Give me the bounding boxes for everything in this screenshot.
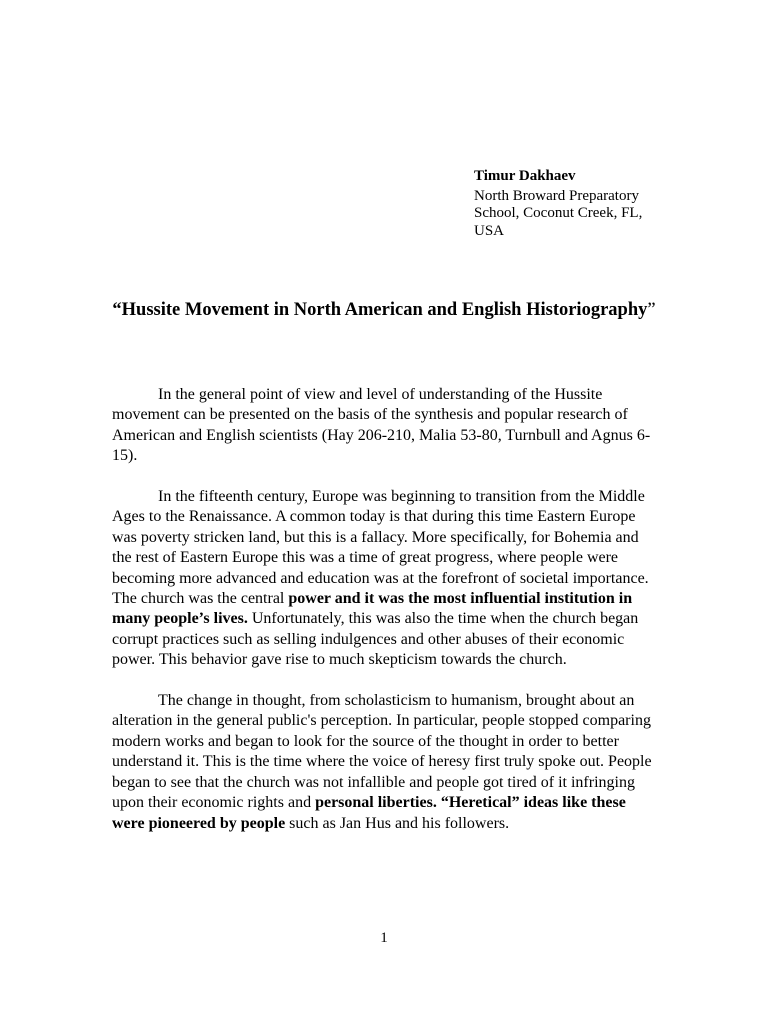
paragraph-2-text-end: Unfortunately, this was also the time when the church began corrupt practices such as selling indulgences and other abuses of their economic power. This behavior gave rise to much skepticism towards the church. [112,610,639,669]
title-close-quote: ” [647,300,656,320]
paragraph-3-text-start: The change in thought, from scholasticism to humanism, brought about an alteration in the general public's perception. In particular, people stopped comparing modern works and began to look for the source of the thought in order to better understand it. This is the time where the voice of heresy first truly spoke out. People began to see that the church was not infallible and people got tired of it infringing upon their economic rights and [112,692,652,812]
page-number: 1 [380,930,388,946]
title-open-quote: “ [112,300,122,320]
paragraph-2 [112,487,658,671]
author-affiliation: North Broward Preparatory School, Coconut Creek, FL, USA [474,187,643,239]
paragraph-3 [112,691,658,834]
paragraph-3-text-end: such as Jan Hus and his followers. [285,814,510,832]
paragraph-3-bold-text: personal liberties. “Heretical” ideas like these were pioneered by people [112,794,626,832]
title-text: Hussite Movement in North American and English Historiography [121,300,648,320]
author-block [474,168,664,240]
document-title [112,299,656,321]
paragraph-2-bold-text: power and it was the most influential institution in many people’s lives. [112,590,633,628]
paragraph-1: In the general point of view and level of understanding of the Hussite movement can be presented on the basis of the synthesis and popular research of American and English scientists (Hay 206-210, Malia 53-80, Turnbull and Agnus 6-15). [112,386,651,465]
body-text [112,385,658,854]
paragraph-2-text-start: In the fifteenth century, Europe was beginning to transition from the Middle Ages to the Renaissance. A common today is that during this time Eastern Europe was poverty stricken land, but this is a fallacy. More specifically, for Bohemia and the rest of Eastern Europe this was a time of great progress, where people were becoming more advanced and education was at the forefront of societal importance. The church was the central [112,488,649,608]
author-name: Timur Dakhaev [474,168,576,184]
